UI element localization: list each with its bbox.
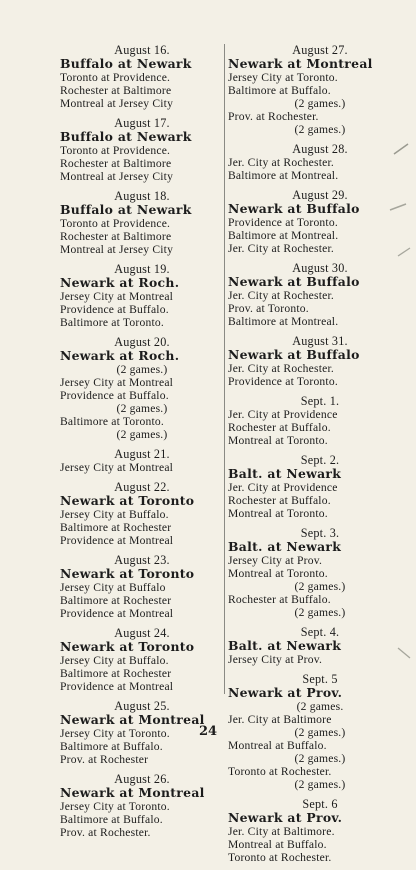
day-date: August 23. [114, 553, 170, 567]
day-date: August 26. [114, 772, 170, 786]
featured-game: Newark at Toronto [60, 493, 195, 508]
schedule-day [228, 261, 412, 328]
schedule-day [60, 335, 224, 441]
schedule-day [60, 189, 224, 256]
schedule-day [228, 394, 412, 447]
game-line: Baltimore at Rochester [60, 594, 172, 607]
game-line: Rochester at Buffalo. [228, 593, 331, 606]
game-line: Jersey City at Montreal [60, 461, 174, 474]
games-note: (2 games.) [294, 606, 346, 619]
day-date: August 25. [114, 699, 170, 713]
game-line: Jer. City at Rochester. [228, 156, 335, 169]
day-date: August 17. [114, 116, 170, 130]
game-line: Jersey City at Toronto. [60, 727, 170, 740]
schedule-day [60, 772, 224, 839]
game-line: Jer. City at Baltimore. [228, 825, 335, 838]
featured-game: Newark at Toronto [60, 639, 195, 654]
game-line: Montreal at Buffalo. [228, 838, 327, 851]
game-line: Jer. City at Providence [228, 481, 338, 494]
margin-mark [396, 644, 414, 662]
game-line: Jersey City at Prov. [228, 554, 323, 567]
game-line: Toronto at Rochester. [228, 851, 332, 864]
schedule-day [228, 334, 412, 388]
day-date: August 30. [292, 261, 348, 275]
game-line: Jersey City at Montreal [60, 376, 174, 389]
featured-game: Buffalo at Newark [60, 129, 192, 144]
schedule-day [228, 526, 412, 619]
day-date: August 21. [114, 447, 170, 461]
day-date: August 24. [114, 626, 170, 640]
games-note: (2 games.) [116, 363, 168, 376]
game-line: Montreal at Toronto. [228, 434, 328, 447]
day-date: August 20. [114, 335, 170, 349]
featured-game: Newark at Buffalo [228, 201, 360, 216]
featured-game: Newark at Buffalo [228, 274, 360, 289]
game-line: Providence at Toronto. [228, 216, 338, 229]
featured-game: Buffalo at Newark [60, 56, 192, 71]
featured-game: Balt. at Newark [228, 466, 342, 481]
game-line: Montreal at Buffalo. [228, 739, 327, 752]
game-line: Rochester at Baltimore [60, 230, 172, 243]
game-line: Toronto at Providence. [60, 71, 171, 84]
featured-game: Newark at Toronto [60, 566, 195, 581]
featured-game: Newark at Montreal [60, 712, 205, 727]
day-date: August 28. [292, 142, 348, 156]
game-line: Providence at Montreal [60, 607, 174, 620]
game-line: Montreal at Toronto. [228, 507, 328, 520]
featured-game: Newark at Prov. [228, 810, 343, 825]
game-line: Prov. at Rochester [60, 753, 149, 766]
game-line: Montreal at Jersey City [60, 243, 174, 256]
featured-game: Buffalo at Newark [60, 202, 192, 217]
day-date: August 16. [114, 43, 170, 57]
schedule-day [228, 453, 412, 520]
games-note: (2 games.) [294, 580, 346, 593]
schedule-day [228, 625, 412, 666]
game-line: Jersey City at Buffalo. [60, 508, 169, 521]
game-line: Rochester at Buffalo. [228, 494, 331, 507]
games-note: (2 games.) [116, 402, 168, 415]
games-note: (2 games.) [294, 97, 346, 110]
games-note: (2 games.) [294, 123, 346, 136]
schedule-day [60, 262, 224, 329]
game-line: Baltimore at Rochester [60, 667, 172, 680]
game-line: Jer. City at Rochester. [228, 242, 335, 255]
game-line: Jer. City at Rochester. [228, 289, 335, 302]
day-date: Sept. 5 [302, 672, 338, 686]
featured-game: Balt. at Newark [228, 539, 342, 554]
margin-mark [388, 198, 410, 216]
game-line: Toronto at Providence. [60, 144, 171, 157]
games-note: (2 games. [296, 700, 344, 713]
day-date: Sept. 6 [302, 797, 338, 811]
game-line: Providence at Montreal [60, 680, 174, 693]
game-line: Jer. City at Rochester. [228, 362, 335, 375]
game-line: Providence at Buffalo. [60, 389, 169, 402]
game-line: Rochester at Buffalo. [228, 421, 331, 434]
game-line: Baltimore at Montreal. [228, 229, 339, 242]
games-note: (2 games.) [294, 778, 346, 791]
featured-game: Newark at Montreal [228, 56, 373, 71]
game-line: Baltimore at Montreal. [228, 315, 339, 328]
game-line: Jersey City at Toronto. [228, 71, 338, 84]
featured-game: Newark at Prov. [228, 685, 343, 700]
day-date: Sept. 1. [300, 394, 340, 408]
schedule-day [60, 626, 224, 693]
game-line: Prov. at Rochester. [228, 110, 319, 123]
featured-game: Newark at Montreal [60, 785, 205, 800]
day-date: August 27. [292, 43, 348, 57]
game-line: Toronto at Providence. [60, 217, 171, 230]
schedule-day [228, 188, 412, 255]
games-note: (2 games.) [116, 428, 168, 441]
game-line: Rochester at Baltimore [60, 157, 172, 170]
game-line: Montreal at Jersey City [60, 170, 174, 183]
featured-game: Balt. at Newark [228, 638, 342, 653]
schedule-day [60, 43, 224, 110]
game-line: Baltimore at Toronto. [60, 316, 164, 329]
schedule-day [228, 142, 412, 182]
games-note: (2 games.) [294, 726, 346, 739]
game-line: Jer. City at Baltimore [228, 713, 332, 726]
day-date: August 29. [292, 188, 348, 202]
game-line: Baltimore at Buffalo. [228, 84, 331, 97]
featured-game: Newark at Roch. [60, 348, 180, 363]
game-line: Baltimore at Buffalo. [60, 740, 163, 753]
right-column [228, 43, 412, 870]
game-line: Baltimore at Toronto. [60, 415, 164, 428]
day-date: August 22. [114, 480, 170, 494]
game-line: Providence at Montreal [60, 534, 174, 547]
day-date: Sept. 4. [300, 625, 340, 639]
game-line: Montreal at Toronto. [228, 567, 328, 580]
game-line: Providence at Toronto. [228, 375, 338, 388]
schedule-day [60, 480, 224, 547]
game-line: Jersey City at Toronto. [60, 800, 170, 813]
margin-mark [396, 244, 414, 260]
day-date: August 18. [114, 189, 170, 203]
margin-mark [392, 140, 412, 158]
schedule-day [60, 447, 224, 474]
game-line: Toronto at Rochester. [228, 765, 332, 778]
game-line: Jer. City at Providence [228, 408, 338, 421]
schedule-day [228, 43, 412, 136]
game-line: Rochester at Baltimore [60, 84, 172, 97]
game-line: Baltimore at Buffalo. [60, 813, 163, 826]
schedule-day [228, 797, 412, 864]
day-date: August 19. [114, 262, 170, 276]
game-line: Prov. at Rochester. [60, 826, 151, 839]
game-line: Jersey City at Prov. [228, 653, 323, 666]
page-number: 24 [198, 724, 218, 739]
schedule-day [60, 116, 224, 183]
game-line: Montreal at Jersey City [60, 97, 174, 110]
game-line: Baltimore at Rochester [60, 521, 172, 534]
game-line: Jersey City at Buffalo. [60, 654, 169, 667]
game-line: Jersey City at Buffalo [60, 581, 166, 594]
column-divider [224, 44, 225, 694]
game-line: Providence at Buffalo. [60, 303, 169, 316]
day-date: August 31. [292, 334, 348, 348]
schedule-day [60, 553, 224, 620]
game-line: Jersey City at Montreal [60, 290, 174, 303]
featured-game: Newark at Buffalo [228, 347, 360, 362]
day-date: Sept. 3. [300, 526, 340, 540]
game-line: Prov. at Toronto. [228, 302, 309, 315]
day-date: Sept. 2. [300, 453, 340, 467]
featured-game: Newark at Roch. [60, 275, 180, 290]
games-note: (2 games.) [294, 752, 346, 765]
game-line: Baltimore at Montreal. [228, 169, 339, 182]
